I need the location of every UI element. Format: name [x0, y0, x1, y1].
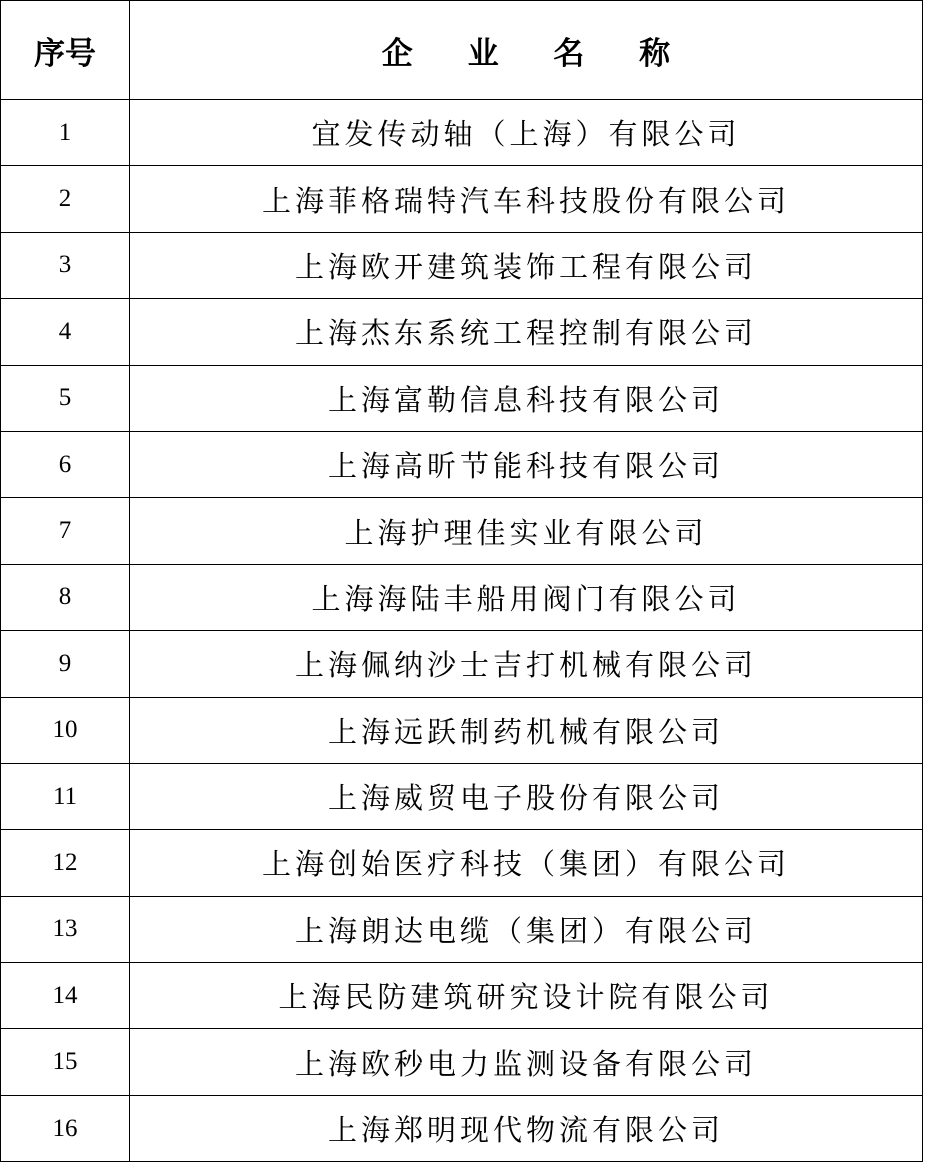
row-index: 2 — [1, 166, 130, 232]
row-company-name: 上海朗达电缆（集团）有限公司 — [130, 896, 923, 962]
header-row — [1, 1, 923, 100]
row-company-name: 上海富勒信息科技有限公司 — [130, 365, 923, 431]
row-index: 7 — [1, 498, 130, 564]
table-row — [1, 564, 923, 630]
table-row — [1, 1029, 923, 1095]
row-company-name: 上海郑明现代物流有限公司 — [130, 1095, 923, 1161]
table-row — [1, 100, 923, 166]
row-index: 16 — [1, 1095, 130, 1161]
row-company-name: 上海菲格瑞特汽车科技股份有限公司 — [130, 166, 923, 232]
row-company-name: 上海欧开建筑装饰工程有限公司 — [130, 232, 923, 298]
table-row — [1, 1095, 923, 1161]
row-index: 15 — [1, 1029, 130, 1095]
table-row — [1, 763, 923, 829]
row-index: 4 — [1, 299, 130, 365]
table-row — [1, 896, 923, 962]
table-row — [1, 166, 923, 232]
table-row — [1, 299, 923, 365]
table-row — [1, 963, 923, 1029]
table-row — [1, 365, 923, 431]
table-body — [1, 100, 923, 1162]
row-index: 12 — [1, 830, 130, 896]
table-row — [1, 697, 923, 763]
row-index: 13 — [1, 896, 130, 962]
row-index: 3 — [1, 232, 130, 298]
row-company-name: 上海佩纳沙士吉打机械有限公司 — [130, 631, 923, 697]
row-company-name: 上海创始医疗科技（集团）有限公司 — [130, 830, 923, 896]
row-company-name: 上海高昕节能科技有限公司 — [130, 431, 923, 497]
header-company-name: 企 业 名 称 — [130, 1, 923, 100]
row-index: 11 — [1, 763, 130, 829]
row-company-name: 上海海陆丰船用阀门有限公司 — [130, 564, 923, 630]
row-company-name: 上海远跃制药机械有限公司 — [130, 697, 923, 763]
row-company-name: 上海欧秒电力监测设备有限公司 — [130, 1029, 923, 1095]
row-company-name: 上海威贸电子股份有限公司 — [130, 763, 923, 829]
table-row — [1, 431, 923, 497]
table-row — [1, 631, 923, 697]
row-company-name: 宜发传动轴（上海）有限公司 — [130, 100, 923, 166]
row-company-name: 上海护理佳实业有限公司 — [130, 498, 923, 564]
row-index: 9 — [1, 631, 130, 697]
row-company-name: 上海民防建筑研究设计院有限公司 — [130, 963, 923, 1029]
table-header — [1, 1, 923, 100]
row-index: 14 — [1, 963, 130, 1029]
row-index: 10 — [1, 697, 130, 763]
row-index: 1 — [1, 100, 130, 166]
header-index: 序号 — [1, 1, 130, 100]
row-company-name: 上海杰东系统工程控制有限公司 — [130, 299, 923, 365]
table-row — [1, 498, 923, 564]
row-index: 8 — [1, 564, 130, 630]
table-row — [1, 830, 923, 896]
row-index: 6 — [1, 431, 130, 497]
table-row — [1, 232, 923, 298]
row-index: 5 — [1, 365, 130, 431]
